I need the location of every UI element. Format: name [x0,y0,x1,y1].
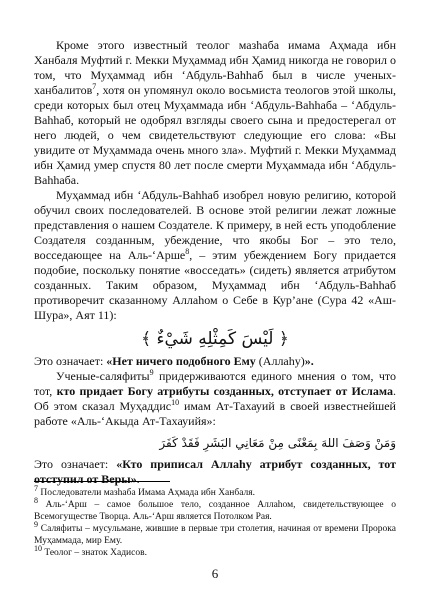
quran-verse-arabic: ﴿ لَيْسَ كَمِثْلِهِ شَيْءٌ ﴾ [141,329,289,349]
aqida-quote-arabic: وَمَنْ وَصَفَ اللهَ بِمَعْنًى مِنْ مَعَانِي البَشَرِ فَقَدْ كَفَرَ [159,436,396,450]
paragraph-1 [34,38,396,188]
meaning-lead: Это означает: [34,457,117,471]
meaning-lead: Это означает: [34,354,107,368]
text-run: Кроме этого известный теолог мазһаба имама Аҳмада ибн Ханбаля Муфтий г. Мекки Муҳаммад ибн Ҳамид никогда не говорил о том, что Муҳаммад ибн ‘Абдуль-Ваһһаб был в числе ученых-ханбалитов [34,38,396,97]
page-body [34,38,396,487]
meaning-bold: «Нет ничего подобного Ему [106,354,256,368]
footnote-number: 10 [34,543,42,553]
footnotes [34,483,396,559]
footnote-text: Аль-‘Арш – самое большое тело, созданное Аллаһом, свидетельствующее о Всемогуществе Творца. Аль-‘Арш является Потолком Рая. [34,500,396,522]
text-run: Муҳаммад ибн ‘Абдуль-Ваһһаб изобрел новую религию, которой обучил своих последователей. В основе этой религии лежат ложные представления о нашем Создателе. К примеру, в ней есть уподобление Создателя созданным, убеждение, что якобы Бог – это тело, восседающее на Аль-‘Арше [34,188,396,262]
footnote-7 [34,483,396,499]
meaning-end: . [136,472,140,486]
text-run: придерживаются единого мнения о том, что тот, [34,369,396,398]
text-run: имам Ат-Тахауий в своей известнейшей работе «Аль-‘Акыда Ат-Тахауийя»: [34,399,396,428]
footnote-text: Последователи мазһаба Имама Аҳмада ибн Ханбаля. [38,488,255,498]
text-run: , хотя он упомянул около восьмиста теологов этой школы, среди которых был отец Муҳаммада ибн ‘Абдуль-Ваһһаба – ‘Абдуль-Ваһһаб, который не одобрял взгляды своего сына и предостерегал от него людей, о чем свидетельствуют следующие его слова: «Вы увидите от Муҳаммада очень много зла». Муфтий г. Мекки Муҳаммад ибн Ҳамид умер спустя 80 лет после смерти Муҳаммада ибн ‘Абдуль-Ваһһаба. [34,83,396,187]
meaning-tail: (Аллаһу) [255,354,305,368]
footnote-8 [34,495,396,523]
footnote-text: Теолог – знаток Хадисов. [42,548,147,558]
footnote-ref-8[interactable]: 8 [185,247,190,256]
footnote-9 [34,519,396,547]
footnote-ref-10[interactable]: 10 [171,398,180,407]
meaning-1 [34,354,396,369]
paragraph-2 [34,188,396,323]
text-run: Ученые-саляфиты [56,369,150,383]
text-run: , – этим убеждением Богу придается подобие, поскольку понятие «восседать» (сидеть) является атрибутом созданных. Таким образом, Муҳаммад ибн ‘Абдуль-Ваһһаб противоречит сказанному Аллаһом о Себе в Кур’ане (Сура 42 «Аш-Шура», Аят 11): [34,248,396,322]
footnote-10 [34,543,396,559]
paragraph-3 [34,369,396,429]
footnote-ref-7[interactable]: 7 [92,82,97,91]
page-number: 6 [211,566,219,581]
footnote-number: 7 [34,483,38,493]
footnote-ref-9[interactable]: 9 [149,368,154,377]
meaning-bold: «Кто приписал Аллаһу атрибут созданных, тот отступил от Веры» [34,457,397,486]
meaning-end: ». [304,354,314,368]
text-run: . Об этом сказал Муҳаддис [34,384,396,413]
meaning-2 [34,457,396,487]
footnote-separator [34,481,170,482]
footnote-number: 9 [34,519,38,529]
footnote-text: Саляфиты – мусульмане, жившие в первые три столетия, начиная от времени Пророка Муҳаммада, мир Ему. [34,524,396,546]
footnote-number: 8 [34,495,38,505]
bold-run: кто придает Богу атрибуты созданных, отступает от Ислама [56,384,393,398]
